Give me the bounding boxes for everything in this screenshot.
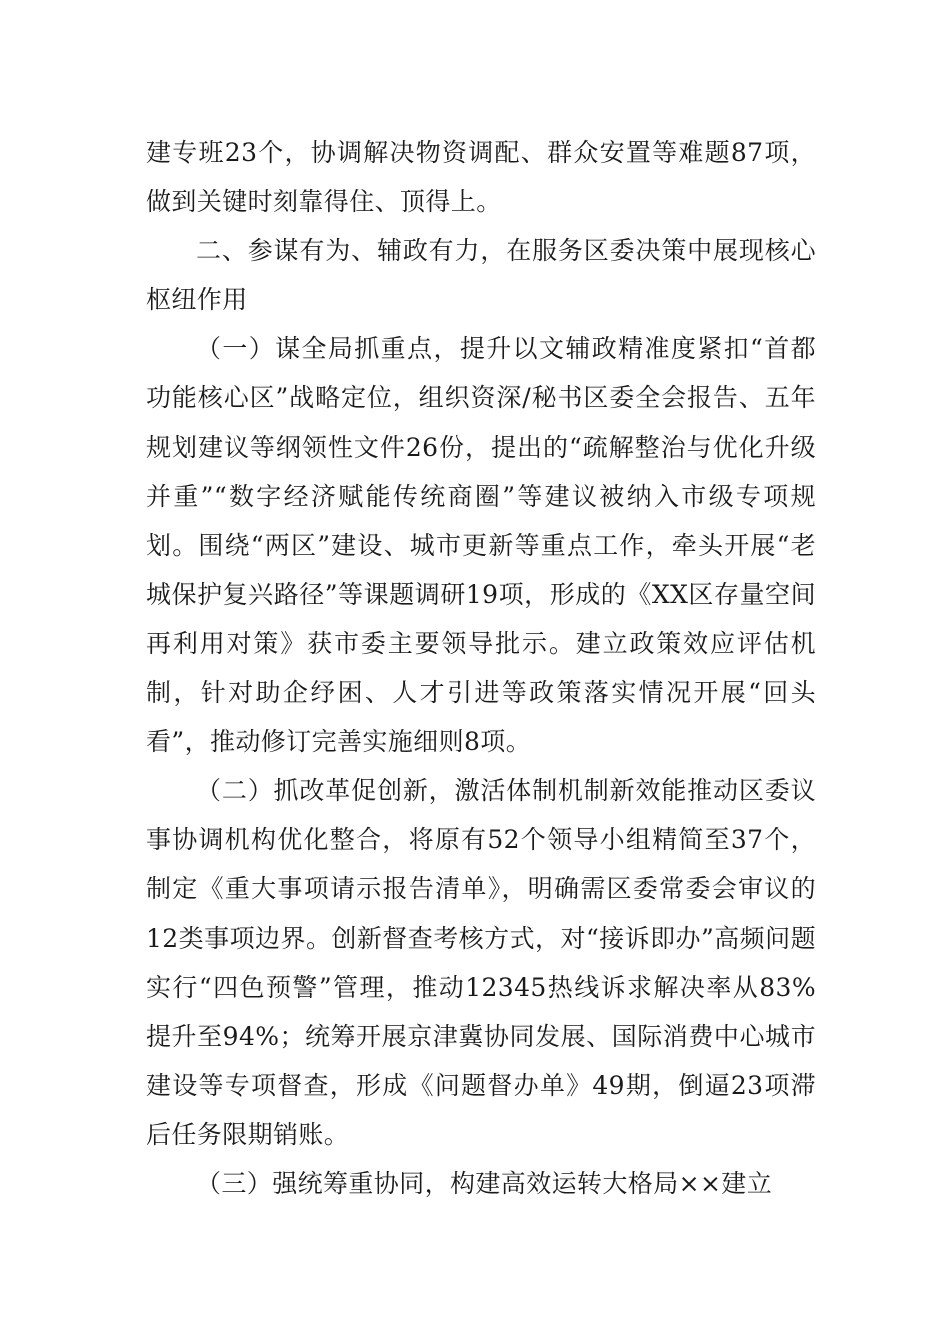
paragraph-continuation: 建专班23个，协调解决物资调配、群众安置等难题87项，做到关键时刻靠得住、顶得上。 bbox=[146, 138, 816, 217]
paragraph-subsection-1: （一）谋全局抓重点，提升以文辅政精准度紧扣“首都功能核心区”战略定位，组织资深/秘书区委全会报告、五年规划建议等纲领性文件26份，提出的“疏解整治与优化升级并重”“数字经济赋能传统商圈”等建议被纳入市级专项规划。围绕“两区”建设、城市更新等重点工作，牵头开展“老城保护复兴路径”等课题调研19项，形成的《XX区存量空间再利用对策》获市委主要领导批示。建立政策效应评估机制，针对助企纾困、人才引进等政策落实情况开展“回头看”，推动修订完善实施细则8项。 bbox=[146, 334, 816, 757]
section-heading: 二、参谋有为、辅政有力，在服务区委决策中展现核心枢纽作用 bbox=[146, 236, 816, 315]
document-body bbox=[146, 128, 816, 1208]
paragraph-subsection-3: （三）强统筹重协同，构建高效运转大格局××建立 bbox=[196, 1168, 773, 1198]
paragraph-subsection-2: （二）抓改革促创新，激活体制机制新效能推动区委议事协调机构优化整合，将原有52个领导小组精简至37个，制定《重大事项请示报告清单》，明确需区委常委会审议的12类事项边界。创新督查考核方式，对“接诉即办”高频问题实行“四色预警”管理，推动12345热线诉求解决率从83%提升至94%；统筹开展京津冀协同发展、国际消费中心城市建设等专项督查，形成《问题督办单》49期，倒逼23项滞后任务限期销账。 bbox=[146, 776, 816, 1149]
